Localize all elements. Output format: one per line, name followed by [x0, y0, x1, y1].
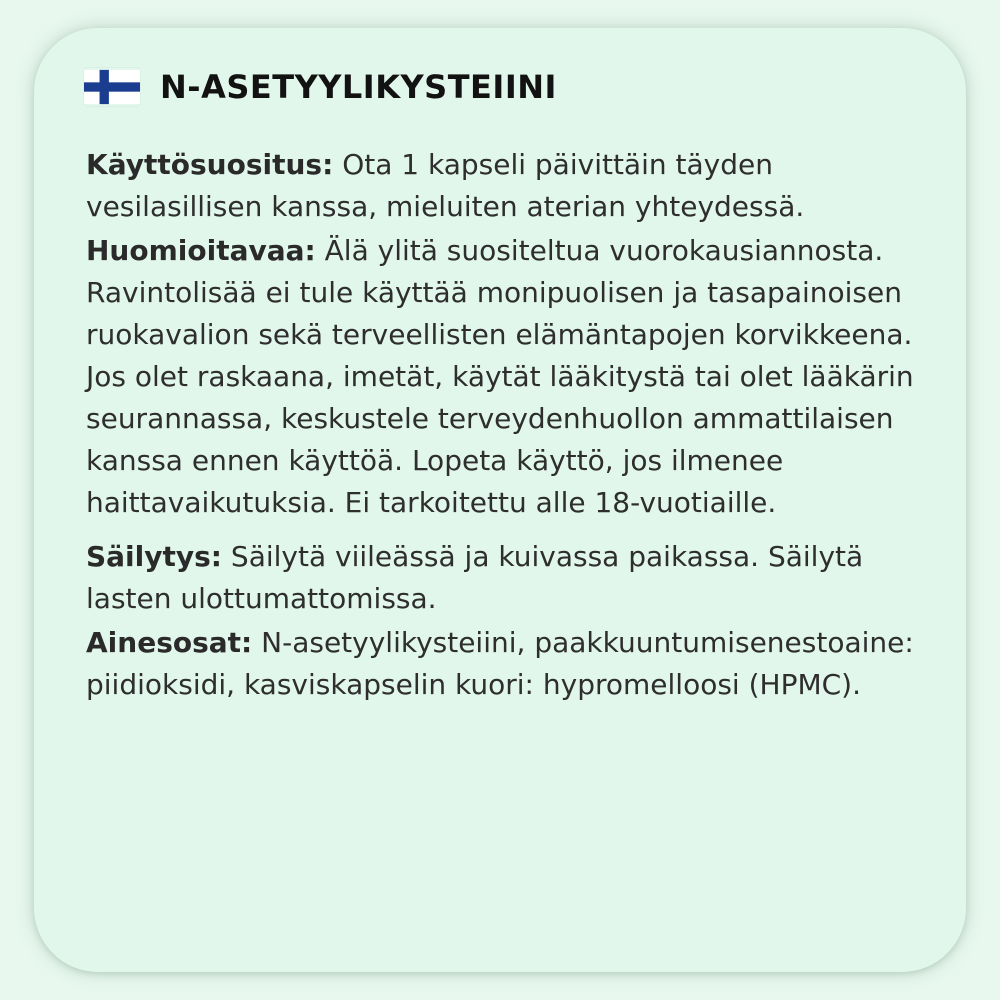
page-title: N-ASETYYLIKYSTEIINI [160, 68, 557, 106]
ingredients-text: N-asetyylikysteiini, paakkuuntumisenestoaine: piidioksidi, kasviskapselin kuori: hypromelloosi (HPMC). [86, 626, 914, 701]
info-card [34, 28, 966, 972]
card-content [86, 144, 926, 708]
storage-text: Säilytä viileässä ja kuivassa paikassa. Säilytä lasten ulottumattomissa. [86, 540, 864, 615]
finland-flag-icon [84, 68, 140, 106]
ingredients-section [86, 622, 926, 706]
card-header [84, 68, 557, 106]
usage-text: Ota 1 kapseli päivittäin täyden vesilasillisen kanssa, mieluiten aterian yhteydessä. [86, 148, 805, 223]
usage-label: Käyttösuositus: [86, 148, 334, 181]
notes-label: Huomioitavaa: [86, 234, 316, 267]
notes-section [86, 230, 926, 524]
ingredients-label: Ainesosat: [86, 626, 253, 659]
storage-label: Säilytys: [86, 540, 223, 573]
usage-section [86, 144, 926, 228]
storage-section [86, 536, 926, 620]
notes-text: Älä ylitä suositeltua vuorokausiannosta. Ravintolisää ei tule käyttää monipuolisen ja tasapainoisen ruokavalion sekä terveellisten elämäntapojen korvikkeena. Jos olet raskaana, imetät, käytät lääkitystä tai olet lääkärin seurannassa, keskustele terveydenhuollon ammattilaisen kanssa ennen käyttöä. Lopeta käyttö, jos ilmenee haittavaikutuksia. Ei tarkoitettu alle 18-vuotiaille. [86, 234, 914, 519]
